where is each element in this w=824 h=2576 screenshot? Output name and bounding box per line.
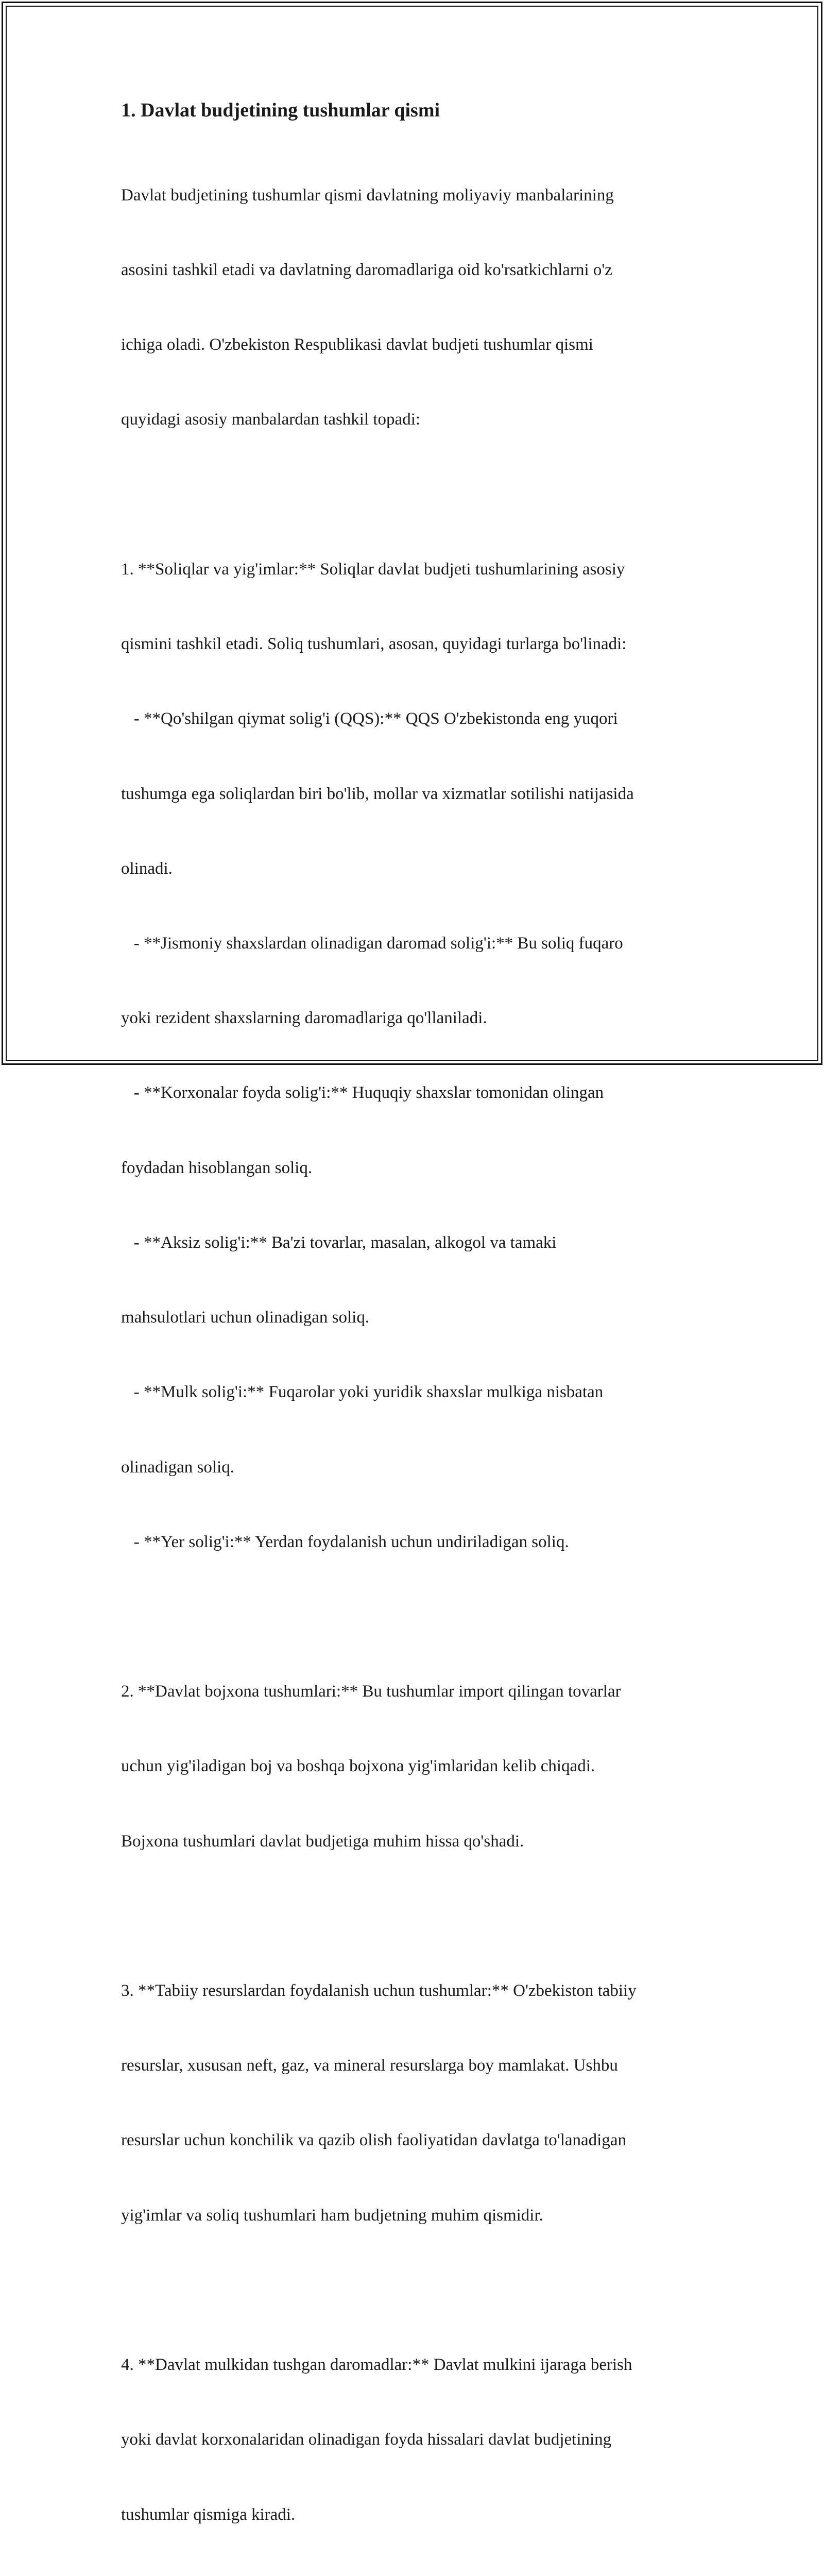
text-line: 1. **Soliqlar va yig'imlar:** Soliqlar davlat budjeti tushumlarining asosiy bbox=[121, 560, 625, 579]
paragraph-gap bbox=[121, 1604, 703, 1629]
list-item-line: - **Yer solig'i:** Yerdan foydalanish uchun undiriladigan soliq. bbox=[121, 1532, 569, 1551]
paragraph-gap bbox=[121, 482, 703, 507]
text-line: quyidagi asosiy manbalardan tashkil topadi: bbox=[121, 410, 421, 429]
text-line: tushumga ega soliqlardan biri bo'lib, mollar va xizmatlar sotilishi natijasida bbox=[121, 784, 634, 803]
text-line: ichiga oladi. O'zbekiston Respublikasi davlat budjeti tushumlar qismi bbox=[121, 335, 593, 354]
text-line: olinadi. bbox=[121, 859, 173, 878]
state-property-section bbox=[121, 2302, 703, 2576]
text-line: resurslar uchun konchilik va qazib olish faoliyatidan davlatga to'lanadigan bbox=[121, 2131, 626, 2150]
text-line: uchun yig'iladigan boj va boshqa bojxona yig'imlaridan kelib chiqadi. bbox=[121, 1757, 595, 1776]
text-line: Davlat budjetining tushumlar qismi davlatning moliyaviy manbalarining bbox=[121, 185, 614, 205]
intro-paragraph bbox=[121, 133, 703, 482]
list-item-line: - **Aksiz solig'i:** Ba'zi tovarlar, masalan, alkogol va tamaki bbox=[121, 1233, 557, 1252]
text-line: olinadigan soliq. bbox=[121, 1458, 234, 1477]
text-line: yoki davlat korxonalaridan olinadigan foyda hissalari davlat budjetining bbox=[121, 2430, 612, 2449]
text-line: mahsulotlari uchun olinadigan soliq. bbox=[121, 1308, 370, 1327]
customs-section bbox=[121, 1629, 703, 1903]
list-item-line: - **Qo'shilgan qiymat solig'i (QQS):** QQS O'zbekistonda eng yuqori bbox=[121, 709, 618, 728]
list-item-line: - **Korxonalar foyda solig'i:** Huquqiy shaxslar tomonidan olingan bbox=[121, 1083, 604, 1103]
text-line: foydadan hisoblangan soliq. bbox=[121, 1158, 313, 1177]
natural-resources-section bbox=[121, 1928, 703, 2278]
paragraph-gap bbox=[121, 1904, 703, 1928]
text-line: resurslar, xususan neft, gaz, va mineral resurslarga boy mamlakat. Ushbu bbox=[121, 2056, 618, 2075]
section-heading: 1. Davlat budjetining tushumlar qismi bbox=[121, 99, 440, 121]
text-line: 2. **Davlat bojxona tushumlari:** Bu tushumlar import qilingan tovarlar bbox=[121, 1682, 621, 1701]
list-item-line: - **Mulk solig'i:** Fuqarolar yoki yuridik shaxslar mulkiga nisbatan bbox=[121, 1383, 604, 1402]
document-body bbox=[121, 96, 703, 2576]
text-line: Bojxona tushumlari davlat budjetiga muhim hissa qo'shadi. bbox=[121, 1832, 524, 1851]
text-line: yig'imlar va soliq tushumlari ham budjetning muhim qismidir. bbox=[121, 2206, 543, 2225]
text-line: 4. **Davlat mulkidan tushgan daromadlar:** Davlat mulkini ijaraga berish bbox=[121, 2355, 632, 2375]
text-line: asosini tashkil etadi va davlatning daromadlariga oid ko'rsatkichlarni o'z bbox=[121, 261, 612, 280]
text-line: 3. **Tabiiy resurslardan foydalanish uchun tushumlar:** O'zbekiston tabiiy bbox=[121, 1981, 637, 2001]
text-line: yoki rezident shaxslarning daromadlariga qo'llaniladi. bbox=[121, 1009, 487, 1028]
paragraph-gap bbox=[121, 2278, 703, 2302]
text-line: qismini tashkil etadi. Soliq tushumlari, asosan, quyidagi turlarga bo'linadi: bbox=[121, 635, 627, 654]
text-line: tushumlar qismiga kiradi. bbox=[121, 2505, 296, 2524]
taxes-section bbox=[121, 507, 703, 1604]
list-item-line: - **Jismoniy shaxslardan olinadigan daromad solig'i:** Bu soliq fuqaro bbox=[121, 934, 623, 953]
